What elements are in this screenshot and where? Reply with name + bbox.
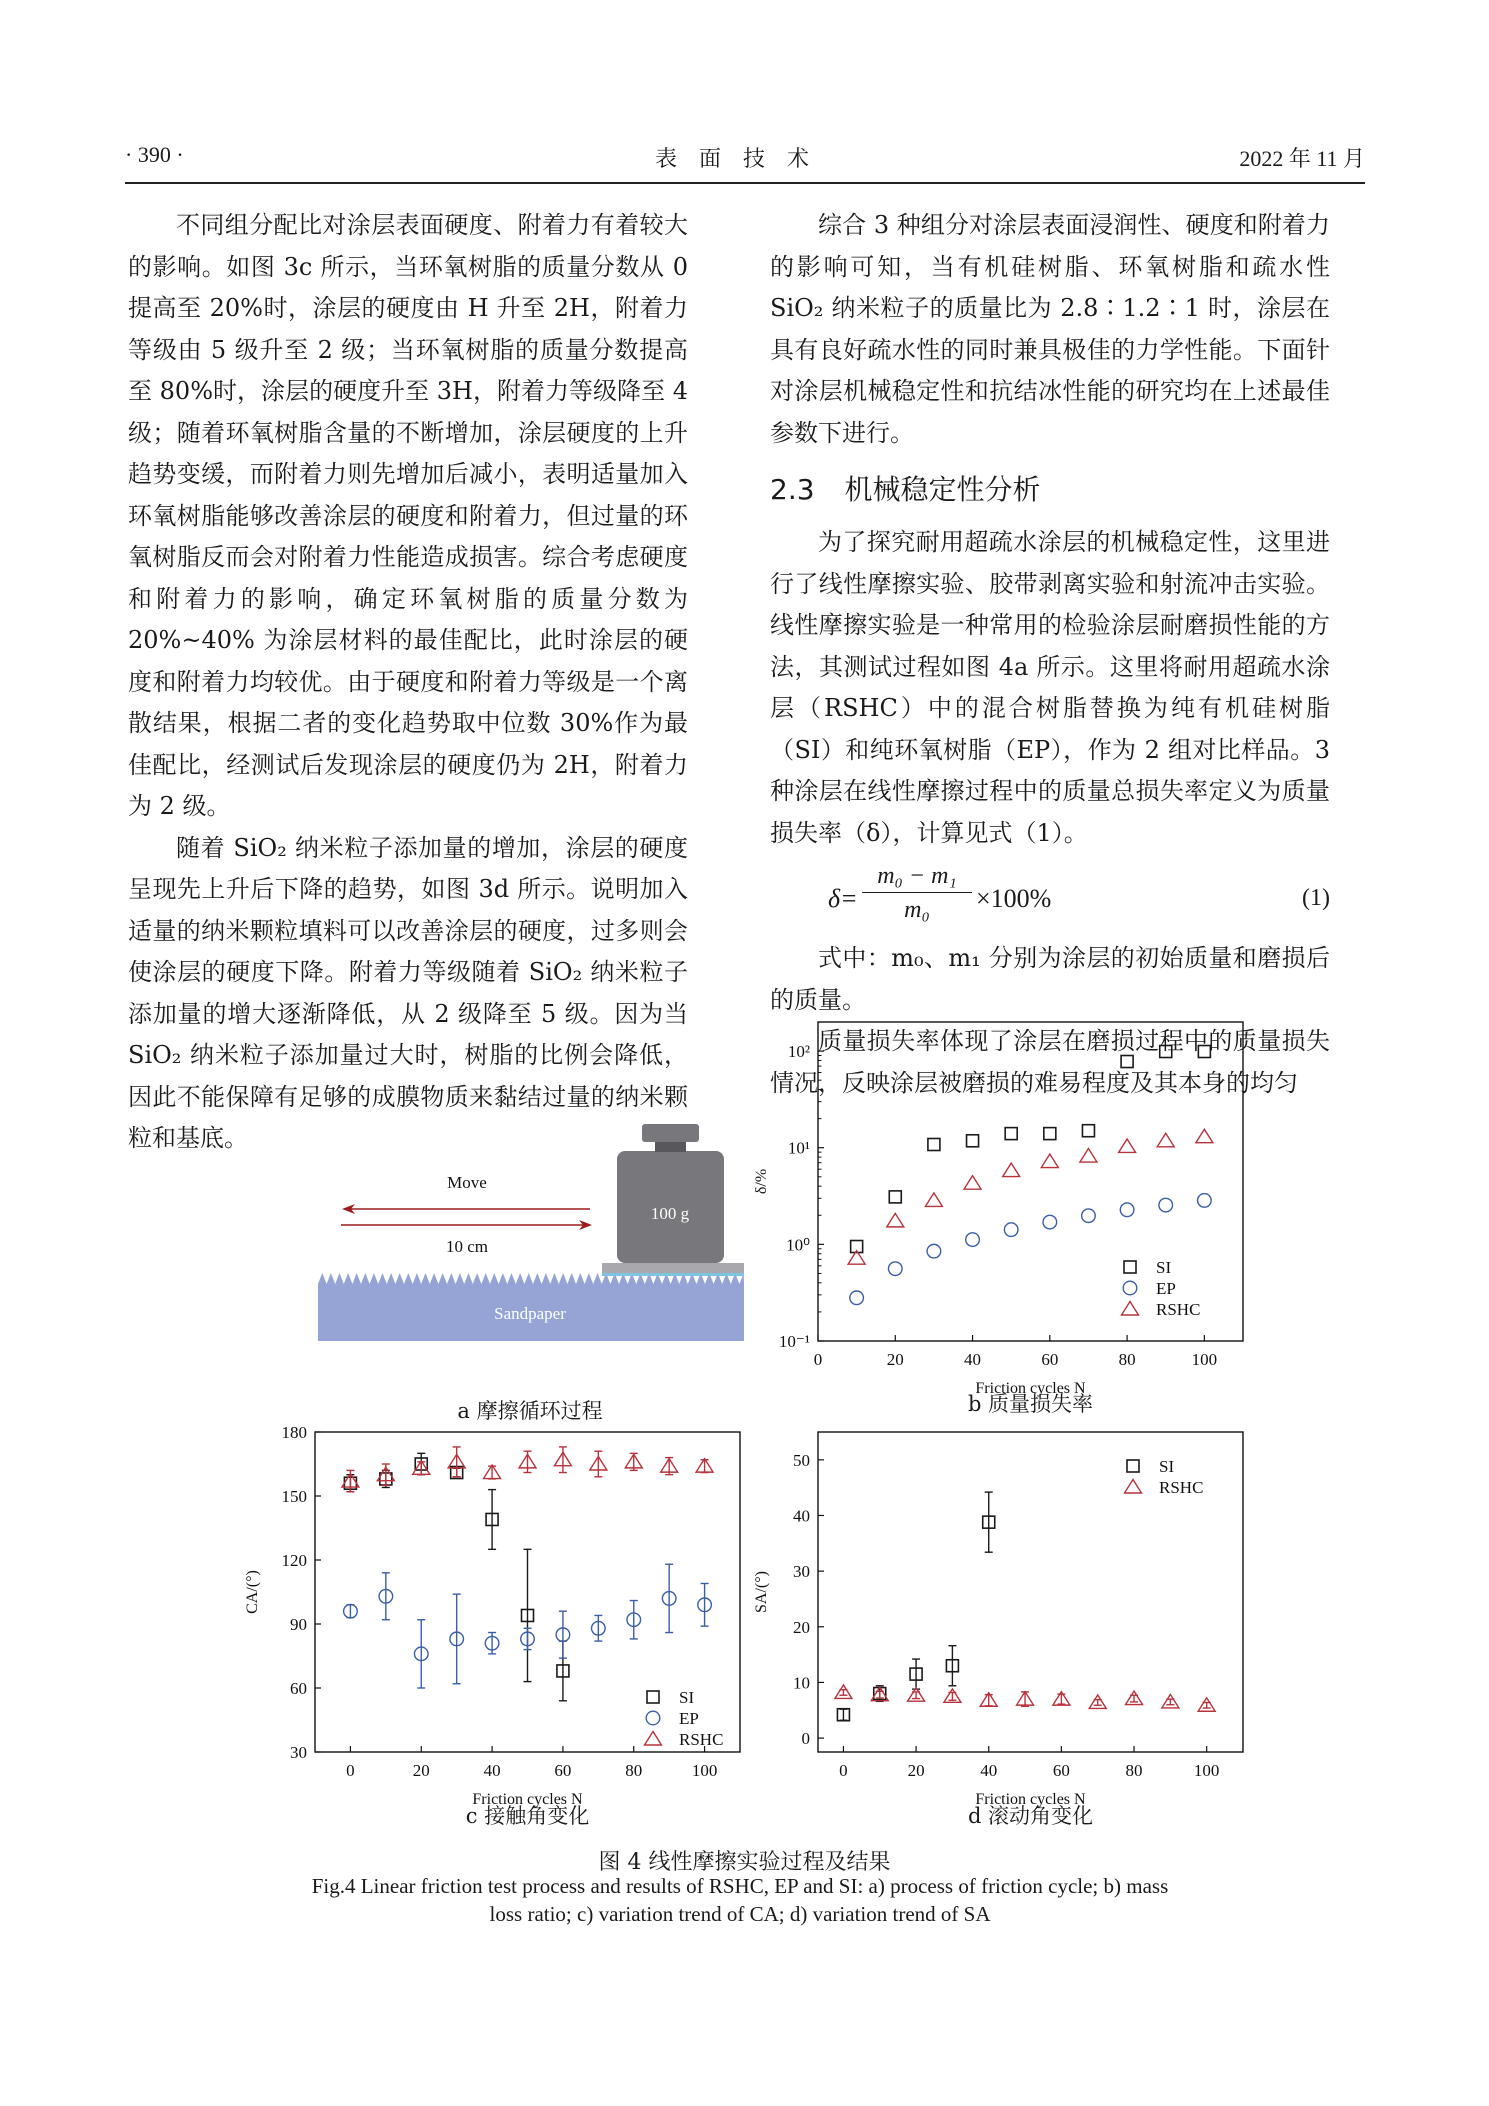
square-marker-icon	[1082, 1125, 1094, 1137]
circle-marker-icon	[1004, 1223, 1018, 1237]
equation-lhs: δ=	[828, 884, 858, 913]
circle-marker-icon	[927, 1244, 941, 1258]
x-tick-label: 60	[1041, 1350, 1059, 1369]
triangle-marker-icon	[645, 1732, 662, 1746]
triangle-marker-icon	[1157, 1133, 1174, 1147]
y-tick-label: 90	[290, 1615, 307, 1634]
triangle-marker-icon	[1003, 1163, 1020, 1177]
square-marker-icon	[1044, 1128, 1056, 1140]
x-tick-label: 60	[1052, 1761, 1070, 1780]
square-marker-icon	[1127, 1460, 1139, 1472]
x-tick-label: 100	[691, 1761, 718, 1780]
weight-cap	[642, 1124, 699, 1142]
friction-schematic	[300, 1110, 760, 1430]
circle-marker-icon	[1159, 1198, 1173, 1212]
chart-sliding-angle	[740, 1415, 1260, 1815]
triangle-marker-icon	[1196, 1129, 1213, 1143]
legend-label: RSHC	[1156, 1300, 1201, 1319]
paragraph: 质量损失率体现了涂层在磨损过程中的质量损失情况，反映涂层被磨损的难易程度及其本身的均匀	[770, 1027, 1330, 1097]
series-rshc	[848, 1129, 1213, 1264]
x-tick-label: 20	[907, 1761, 925, 1780]
triangle-marker-icon	[925, 1193, 942, 1207]
x-axis-label: Friction cycles N	[975, 1791, 1086, 1808]
circle-marker-icon	[850, 1291, 864, 1305]
circle-marker-icon	[646, 1711, 660, 1725]
caption-a: a 摩擦循环过程	[457, 1399, 603, 1423]
series-si	[851, 1046, 1211, 1253]
y-tick-label: 40	[793, 1506, 810, 1526]
triangle-marker-icon	[1119, 1139, 1136, 1153]
issue-date: 2022 年 11 月	[1239, 146, 1365, 171]
circle-marker-icon	[1123, 1281, 1137, 1295]
legend-label: SI	[679, 1688, 695, 1707]
chart-mass-loss	[740, 1005, 1260, 1397]
caption-b: b 质量损失率	[967, 1392, 1094, 1416]
circle-marker-icon	[1082, 1209, 1096, 1223]
y-tick-label: 30	[290, 1743, 307, 1762]
legend	[1122, 1258, 1201, 1319]
x-axis-label: Friction cycles N	[472, 1791, 583, 1808]
sample-plate	[602, 1263, 744, 1273]
legend	[645, 1688, 724, 1749]
y-tick-label: 10²	[787, 1042, 810, 1062]
triangle-marker-icon	[1080, 1149, 1097, 1163]
equation-numerator: m₀ − m₁	[862, 860, 972, 893]
figure-caption-en: Fig.4 Linear friction test process and results of RSHC, EP and SI: a) process of friction cycle; b) mass loss ratio; c) variation trend of CA; d) variation trend of SA	[311, 1874, 1169, 1926]
x-tick-label: 20	[412, 1761, 430, 1780]
paragraph: 式中：m₀、m₁ 分别为涂层的初始质量和磨损后的质量。	[770, 944, 1330, 1014]
y-axis-label: SA/(°)	[753, 1571, 770, 1613]
y-tick-label: 10¹	[787, 1138, 810, 1158]
paragraph: 综合 3 种组分对涂层表面浸润性、硬度和附着力的影响可知，当有机硅树脂、环氧树脂和疏水性 SiO₂ 纳米粒子的质量比为 2.8∶1.2∶1 时，涂层在具有良好疏水性的同时兼具极佳的力学性能。下面针对涂层机械稳定性和抗结冰性能的研究均在上述最佳参数下进行。	[770, 211, 1330, 447]
section-number: 2.3	[770, 473, 815, 506]
paragraph: 为了探究耐用超疏水涂层的机械稳定性，这里进行了线性摩擦实验、胶带剥离实验和射流冲击实验。线性摩擦实验是一种常用的检验涂层耐磨损性能的方法，其测试过程如图 4a 所示。这里将耐用超疏水涂层（RSHC）中的混合树脂替换为纯有机硅树脂（SI）和纯环氧树脂（EP），作为 2 组对比样品。3 种涂层在线性摩擦过程中的质量总损失率定义为质量损失率（δ），计算见式（1）。	[770, 528, 1330, 847]
equation-1	[770, 860, 1330, 938]
journal-title: 表面技术	[655, 146, 832, 171]
header-rule	[125, 182, 1365, 184]
circle-marker-icon	[888, 1262, 902, 1276]
chart-contact-angle	[230, 1415, 760, 1815]
x-tick-label: 100	[1191, 1350, 1218, 1369]
y-tick-label: 180	[281, 1423, 307, 1442]
x-tick-label: 80	[625, 1761, 643, 1780]
circle-marker-icon	[1043, 1215, 1057, 1229]
paragraph: 不同组分配比对涂层表面硬度、附着力有着较大的影响。如图 3c 所示，当环氧树脂的质量分数从 0 提高至 20%时，涂层的硬度由 H 升至 2H，附着力等级由 5 级升至 2 级；当环氧树脂的质量分数提高至 80%时，涂层的硬度升至 3H，附着力等级降至 4 级；随着环氧树脂含量的不断增加，涂层硬度的上升趋势变缓，而附着力则先增加后减小，表明适量加入环氧树脂能够改善涂层的硬度和附着力，但过量的环氧树脂反而会对附着力性能造成损害。综合考虑硬度和附着力的影响，确定环氧树脂的质量分数为 20%~40% 为涂层材料的最佳配比，此时涂层的硬度和附着力均较优。由于硬度和附着力等级是一个离散结果，根据二者的变化趋势取中位数 30%作为最佳配比，经测试后发现涂层的硬度仍为 2H，附着力为 2 级。	[128, 211, 688, 820]
sandpaper-label: Sandpaper	[494, 1304, 566, 1323]
section-heading	[770, 468, 1330, 512]
square-marker-icon	[1124, 1261, 1136, 1273]
weight-label: 100 g	[650, 1204, 690, 1223]
paragraph: 随着 SiO₂ 纳米粒子添加量的增加，涂层的硬度呈现先上升后下降的趋势，如图 3d 所示。说明加入适量的纳米颗粒填料可以改善涂层的硬度，过多则会使涂层的硬度下降。附着力等级随着 SiO₂ 纳米粒子添加量的增大逐渐降低，从 2 级降至 5 级。因为当 SiO₂ 纳米粒子添加量过大时，树脂的比例会降低，因此不能保障有足够的成膜物质来黏结过量的纳米颗粒和基底。	[128, 833, 688, 1152]
legend	[1125, 1457, 1204, 1497]
y-tick-label: 10⁰	[786, 1235, 810, 1255]
legend-label: RSHC	[679, 1730, 724, 1749]
y-tick-label: 150	[281, 1487, 307, 1506]
move-label: Move	[447, 1173, 487, 1192]
weight-neck	[655, 1141, 686, 1152]
series-rshc	[835, 1685, 1215, 1711]
x-tick-label: 40	[964, 1350, 982, 1369]
legend-label: EP	[679, 1709, 699, 1728]
running-header	[125, 142, 1365, 182]
x-tick-label: 100	[1193, 1761, 1220, 1780]
right-column	[770, 205, 1330, 1104]
y-axis-label: CA/(°)	[244, 1570, 261, 1614]
equation-denominator: m₀	[904, 897, 930, 923]
x-tick-label: 0	[813, 1350, 823, 1369]
figure-caption-cn: 图 4 线性摩擦实验过程及结果	[598, 1850, 891, 1875]
triangle-marker-icon	[964, 1176, 981, 1190]
square-marker-icon	[928, 1138, 940, 1150]
legend-label: SI	[1156, 1258, 1172, 1277]
square-marker-icon	[647, 1691, 659, 1703]
triangle-marker-icon	[887, 1213, 904, 1227]
x-tick-label: 60	[554, 1761, 572, 1780]
y-tick-label: 10⁻¹	[778, 1332, 810, 1351]
plot-frame	[818, 1022, 1243, 1341]
triangle-marker-icon	[1122, 1302, 1139, 1316]
y-tick-label: 30	[793, 1562, 810, 1582]
x-tick-label: 40	[483, 1761, 501, 1780]
caption-c: c 接触角变化	[465, 1804, 590, 1828]
triangle-marker-icon	[1041, 1154, 1058, 1168]
y-tick-label: 60	[290, 1679, 307, 1698]
circle-marker-icon	[1198, 1194, 1212, 1208]
circle-marker-icon	[966, 1233, 980, 1247]
distance-label: 10 cm	[445, 1237, 489, 1256]
square-marker-icon	[1198, 1046, 1210, 1058]
figure-panel-a	[300, 1110, 760, 1430]
circle-marker-icon	[1120, 1203, 1134, 1217]
triangle-marker-icon	[1125, 1480, 1142, 1494]
square-marker-icon	[1005, 1128, 1017, 1140]
square-marker-icon	[1160, 1046, 1172, 1058]
y-tick-label: 120	[281, 1551, 307, 1570]
equation-fraction	[862, 860, 972, 927]
y-tick-label: 0	[801, 1729, 810, 1749]
left-column	[128, 205, 688, 1160]
y-axis-label: δ/%	[753, 1168, 770, 1195]
x-tick-label: 0	[346, 1761, 355, 1780]
x-tick-label: 40	[980, 1761, 998, 1780]
series-rshc	[342, 1447, 713, 1492]
page-number: · 390 ·	[125, 142, 184, 167]
section-title: 机械稳定性分析	[844, 473, 1041, 506]
legend-label: EP	[1156, 1279, 1176, 1298]
x-tick-label: 80	[1125, 1761, 1143, 1780]
square-marker-icon	[1121, 1056, 1133, 1068]
x-tick-label: 80	[1118, 1350, 1136, 1369]
caption-d: d 滚动角变化	[967, 1804, 1094, 1828]
square-marker-icon	[889, 1191, 901, 1203]
equation-factor: ×100%	[976, 884, 1052, 913]
y-tick-label: 10	[793, 1673, 810, 1693]
y-tick-label: 50	[793, 1450, 810, 1470]
x-tick-label: 0	[839, 1761, 848, 1780]
square-marker-icon	[967, 1135, 979, 1147]
legend-label: SI	[1159, 1457, 1175, 1476]
y-tick-label: 20	[793, 1617, 810, 1637]
x-axis-label: Friction cycles N	[975, 1380, 1086, 1397]
x-tick-label: 20	[886, 1350, 904, 1369]
equation-number: (1)	[1302, 885, 1330, 911]
legend-label: RSHC	[1159, 1478, 1204, 1497]
